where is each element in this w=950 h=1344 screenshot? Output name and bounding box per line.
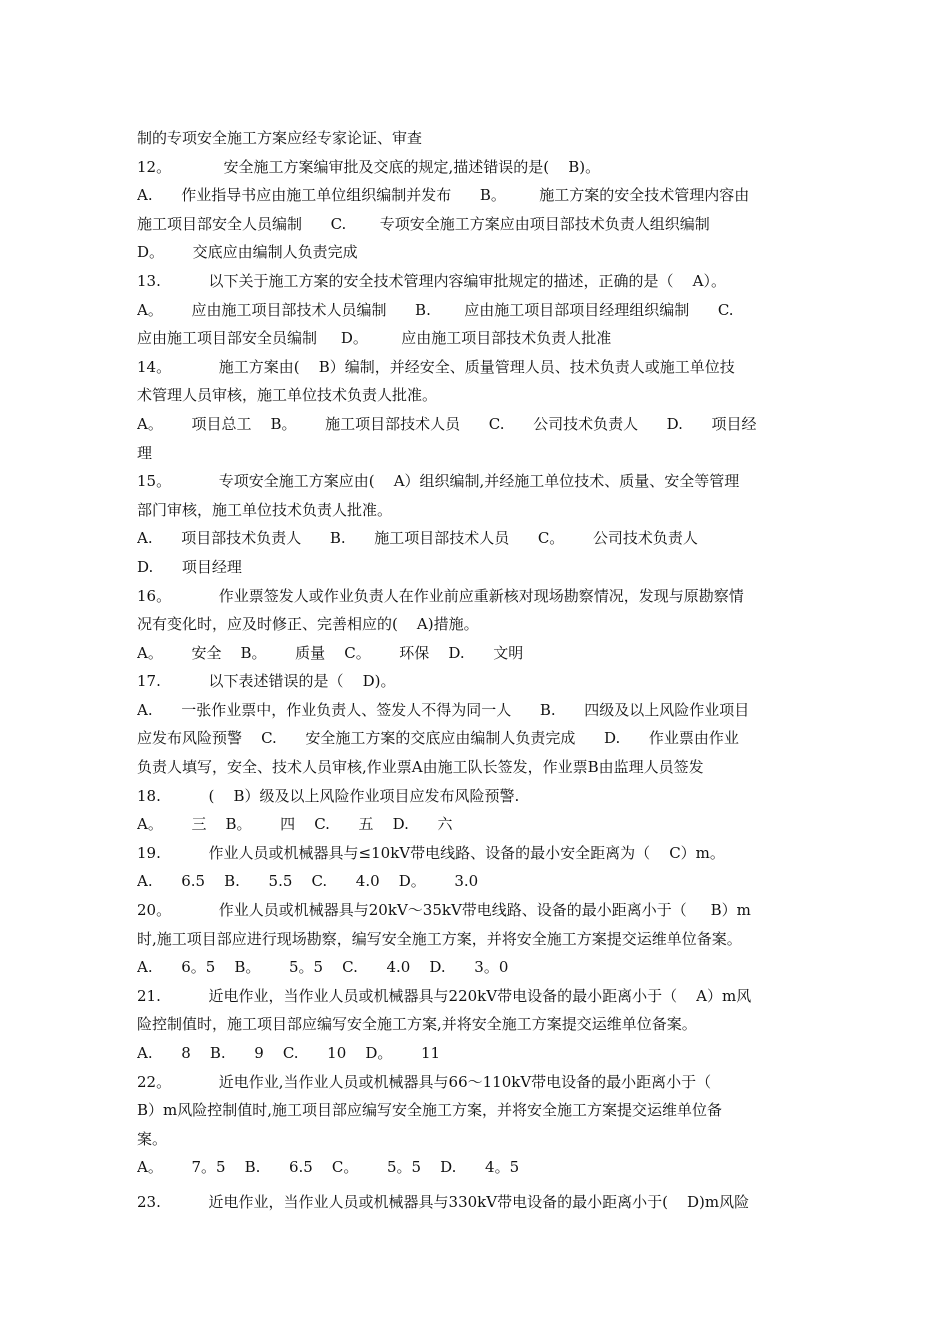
question-14: 14。 施工方案由( B）编制，并经安全、质量管理人员、技术负责人或施工单位技 [137, 357, 735, 376]
question-21: 21. 近电作业，当作业人员或机械器具与220kV带电设备的最小距离小于（ A）m风 [137, 986, 752, 1005]
text-line: 应发布风险预警 C. 安全施工方案的交底应由编制人负责完成 D. 作业票由作业 [137, 729, 739, 748]
text-line: D。 交底应由编制人负责完成 [137, 243, 358, 262]
text-line: 理 [137, 443, 153, 462]
text-line: D. 项目经理 [137, 557, 242, 576]
question-13: 13. 以下关于施工方案的安全技术管理内容编审批规定的描述，正确的是（ A）。 [137, 271, 726, 290]
question-12: 12。 安全施工方案编审批及交底的规定,描述错误的是( B)。 [137, 157, 601, 176]
text-line: A。 三 B。 四 C. 五 D. 六 [137, 815, 453, 834]
text-line: 术管理人员审核，施工单位技术负责人批准。 [137, 386, 438, 405]
text-line: 应由施工项目部安全员编制 D。 应由施工项目部技术负责人批准 [137, 329, 612, 348]
text-line: 险控制值时，施工项目部应编写安全施工方案,并将安全施工方案提交运维单位备案。 [137, 1015, 697, 1034]
text-line: 时,施工项目部应进行现场勘察，编写安全施工方案，并将安全施工方案提交运维单位备案。 [137, 929, 742, 948]
question-15: 15。 专项安全施工方案应由( A）组织编制,并经施工单位技术、质量、安全等管理 [137, 472, 740, 491]
question-22: 22。 近电作业,当作业人员或机械器具与66～110kV带电设备的最小距离小于（ [137, 1072, 712, 1091]
question-20: 20。 作业人员或机械器具与20kV～35kV带电线路、设备的最小距离小于（ B）m [137, 901, 751, 920]
text-line: 制的专项安全施工方案应经专家论证、审查 [137, 129, 423, 147]
question-17: 17. 以下表述错误的是（ D)。 [137, 672, 396, 691]
text-line: A. 8 B. 9 C. 10 D。 11 [137, 1044, 441, 1062]
text-line: A。 应由施工项目部技术人员编制 B. 应由施工项目部项目经理组织编制 C. [137, 300, 734, 319]
question-19: 19. 作业人员或机械器具与≤10kV带电线路、设备的最小安全距离为（ C）m。 [137, 843, 725, 862]
document-body [137, 124, 817, 1217]
text-line: 案。 [137, 1129, 168, 1148]
text-line: 施工项目部安全人员编制 C. 专项安全施工方案应由项目部技术负责人组织编制 [137, 214, 710, 233]
text-line: 况有变化时，应及时修正、完善相应的( A)措施。 [137, 615, 479, 634]
text-line: A. 作业指导书应由施工单位组织编制并发布 B。 施工方案的安全技术管理内容由 [137, 186, 750, 205]
text-line: A. 一张作业票中，作业负责人、签发人不得为同一人 B. 四级及以上风险作业项目 [137, 700, 750, 719]
text-line: A. 项目部技术负责人 B. 施工项目部技术人员 C。 公司技术负责人 [137, 529, 698, 548]
text-line: 部门审核，施工单位技术负责人批准。 [137, 500, 393, 519]
question-16: 16。 作业票签发人或作业负责人在作业前应重新核对现场勘察情况，发现与原勘察情 [137, 586, 744, 605]
text-line: A。 7。5 B. 6.5 C。 5。5 D. 4。5 [137, 1158, 520, 1177]
text-line: A。 安全 B。 质量 C。 环保 D. 文明 [137, 643, 524, 662]
question-18: 18. ( B）级及以上风险作业项目应发布风险预警. [137, 786, 520, 805]
text-line: A。 项目总工 B。 施工项目部技术人员 C. 公司技术负责人 D. 项目经 [137, 414, 757, 433]
question-23: 23. 近电作业，当作业人员或机械器具与330kV带电设备的最小距离小于( D)m风险 [137, 1192, 750, 1211]
text-line: A. 6。5 B。 5。5 C. 4.0 D. 3。0 [137, 958, 509, 977]
text-line: A. 6.5 B. 5.5 C. 4.0 D。 3.0 [137, 872, 479, 891]
text-line: 负责人填写，安全、技术人员审核,作业票A由施工队长签发，作业票B由监理人员签发 [137, 758, 704, 777]
text-line: B）m风险控制值时,施工项目部应编写安全施工方案，并将安全施工方案提交运维单位备 [137, 1101, 723, 1120]
